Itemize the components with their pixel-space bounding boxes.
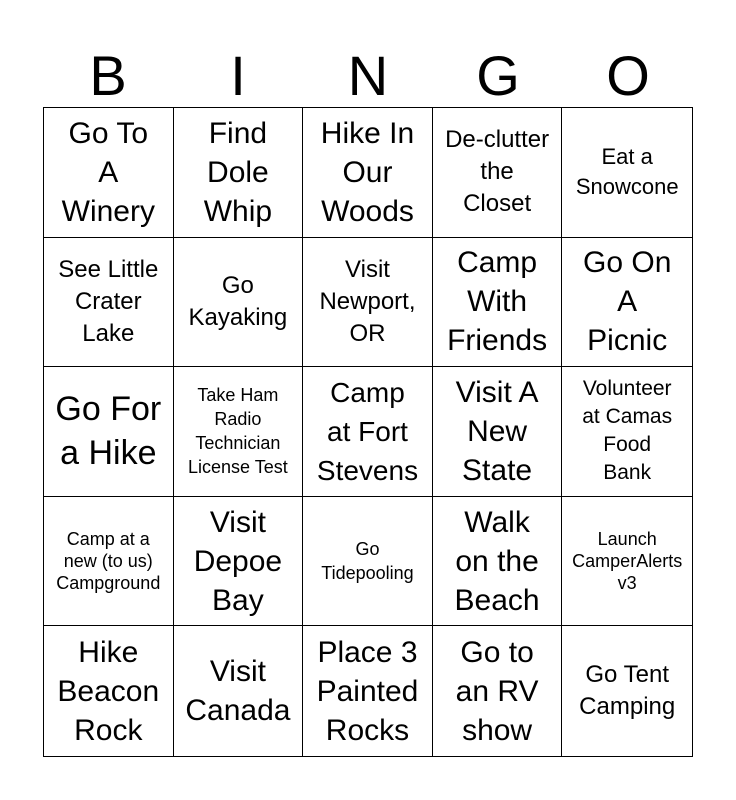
bingo-cell[interactable]: See Little Crater Lake — [44, 238, 174, 368]
bingo-grid — [43, 107, 693, 757]
bingo-cell[interactable]: Walk on the Beach — [433, 497, 563, 627]
bingo-cell[interactable]: Visit Newport, OR — [303, 238, 433, 368]
bingo-header — [43, 44, 693, 108]
bingo-cell[interactable]: Go to an RV show — [433, 626, 563, 756]
bingo-cell[interactable]: Place 3 Painted Rocks — [303, 626, 433, 756]
bingo-cell[interactable]: Go Kayaking — [174, 238, 304, 368]
bingo-cell[interactable]: Hike Beacon Rock — [44, 626, 174, 756]
bingo-cell[interactable]: Go Tent Camping — [579, 661, 676, 721]
header-letter-b: B — [89, 44, 127, 107]
bingo-cell[interactable]: Go To A Winery — [44, 108, 174, 238]
bingo-cell[interactable]: Camp at a new (to us) Campground — [44, 497, 174, 627]
bingo-cell[interactable]: Launch CamperAlerts v3 — [562, 497, 692, 627]
bingo-cell[interactable]: Visit A New State — [433, 367, 563, 497]
bingo-cell[interactable]: Take Ham Radio Technician License Test — [174, 367, 304, 497]
header-letter-n: N — [347, 44, 389, 107]
bingo-cell[interactable]: De-clutter the Closet — [433, 108, 563, 238]
bingo-cell[interactable]: Hike In Our Woods — [303, 108, 433, 238]
bingo-cell[interactable]: Camp at Fort Stevens — [303, 367, 433, 497]
bingo-cell[interactable]: Camp With Friends — [433, 238, 563, 368]
bingo-cell[interactable]: Eat a Snowcone — [562, 108, 692, 238]
header-letter-o: O — [606, 44, 650, 107]
bingo-cell[interactable]: Find Dole Whip — [174, 108, 304, 238]
bingo-cell[interactable]: Go For a Hike — [44, 367, 174, 497]
bingo-cell[interactable]: Volunteer at Camas Food Bank — [562, 367, 692, 497]
bingo-cell[interactable]: Visit Canada — [174, 626, 304, 756]
bingo-cell[interactable]: Visit Depoe Bay — [174, 497, 304, 627]
header-letter-i: I — [230, 44, 246, 107]
header-letter-g: G — [476, 44, 520, 107]
bingo-cell[interactable]: Go Tidepooling — [303, 497, 433, 627]
bingo-cell[interactable]: Go On A Picnic — [562, 238, 692, 368]
